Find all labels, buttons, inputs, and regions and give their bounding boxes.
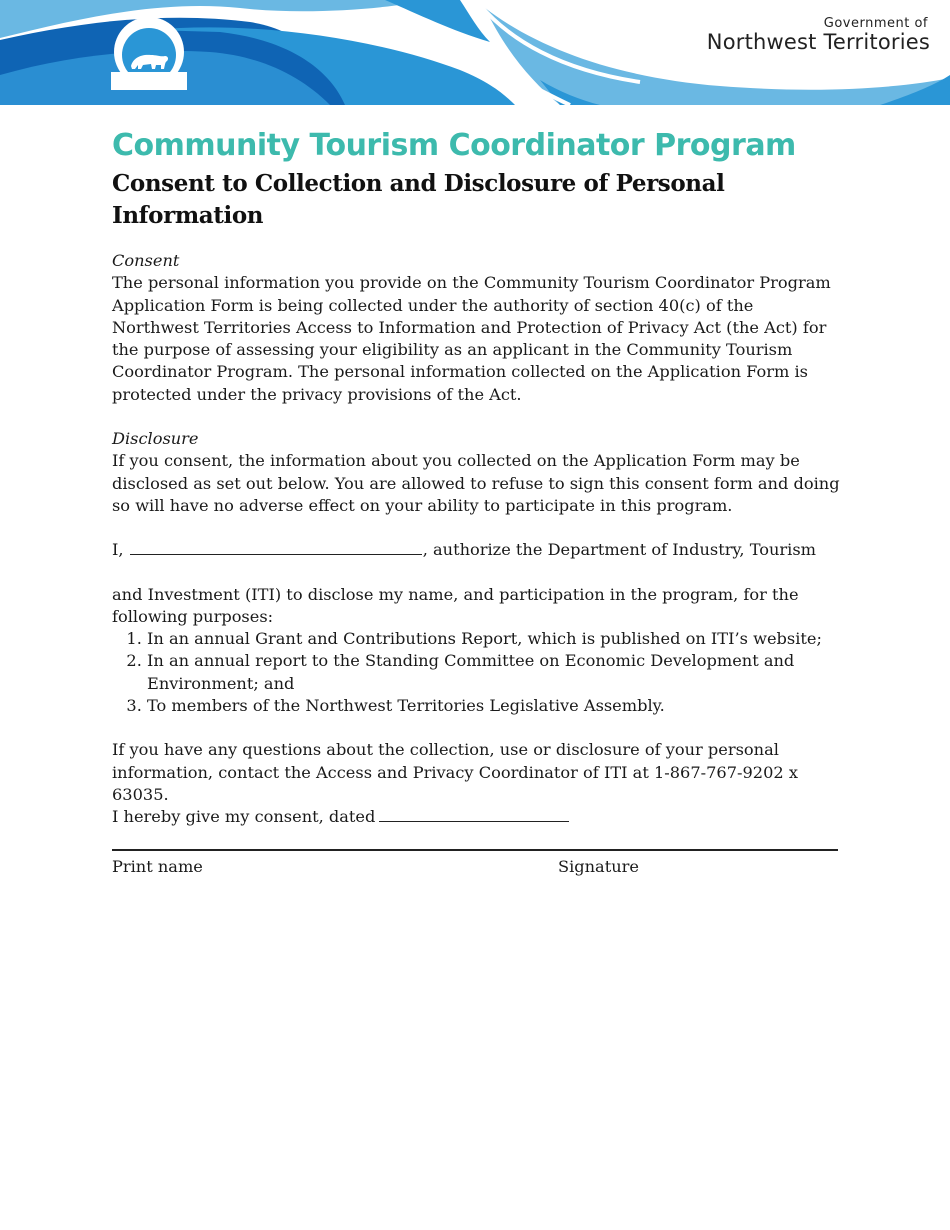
northwest-territories-wordmark: Northwest Territories	[706, 30, 930, 54]
authorize-prefix: I,	[112, 540, 124, 560]
authorize-continuation: and Investment (ITI) to disclose my name, and participation in the program, for the following purposes:	[112, 584, 799, 626]
dated-label: I hereby give my consent, dated	[112, 807, 376, 827]
polar-bear-logo-icon	[111, 14, 187, 90]
disclosure-heading: Disclosure	[112, 429, 199, 449]
signature-label: Signature	[558, 857, 639, 876]
document-body	[112, 124, 842, 829]
consent-paragraph: The personal information you provide on the Community Tourism Coordinator Program Application Form is being collected under the authority of section 40(c) of the Northwest Territories Access to Information and Protection of Privacy Act (the Act) for the purpose of assessing your eligibility as an applicant in the Community Tourism Coordinator Program. The personal information collected on the Application Form is protected under the privacy provisions of the Act.	[112, 273, 831, 404]
consent-heading: Consent	[112, 251, 180, 270]
authorize-suffix: , authorize the Department of Industry, Tourism	[422, 540, 816, 560]
dated-line	[112, 806, 842, 828]
government-of-label: Government of	[823, 16, 928, 31]
list-item: 1. In an annual Grant and Contributions Report, which is published on ITI’s website;	[147, 628, 842, 650]
list-item: 3. To members of the Northwest Territories Legislative Assembly.	[147, 695, 842, 717]
print-name-label: Print name	[112, 857, 203, 876]
purposes-list	[112, 628, 842, 717]
name-blank-field[interactable]	[130, 540, 422, 555]
program-title: Community Tourism Coordinator Program	[112, 128, 796, 163]
date-blank-field[interactable]	[379, 807, 569, 822]
form-subtitle: Consent to Collection and Disclosure of Personal Information	[112, 170, 725, 229]
signature-line[interactable]	[112, 849, 838, 851]
questions-paragraph: If you have any questions about the collection, use or disclosure of your personal information, contact the Access and Privacy Coordinator of ITI at 1-867-767-9202 x 63035.	[112, 740, 798, 804]
disclosure-paragraph: If you consent, the information about you collected on the Application Form may be disclosed as set out below. You are allowed to refuse to sign this consent form and doing so will have no adverse effect on your ability to participate in this program.	[112, 451, 840, 515]
list-item: 2. In an annual report to the Standing Committee on Economic Development and Environment; and	[147, 650, 842, 695]
authorize-line	[112, 539, 842, 561]
